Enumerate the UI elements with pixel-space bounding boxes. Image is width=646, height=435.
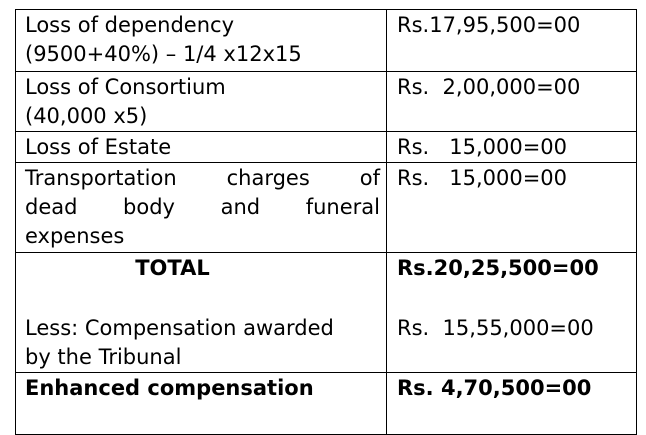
item-label-cell [16, 163, 387, 253]
label-word: charges [226, 166, 310, 190]
item-label-line [25, 193, 380, 222]
less-label: by the Tribunal [25, 345, 182, 369]
table-row-total [16, 253, 637, 373]
amount-value: Rs. 15,000=00 [397, 135, 568, 159]
compensation-table [15, 9, 637, 435]
amount-cell [387, 10, 637, 72]
item-label: Loss of Estate [25, 135, 172, 159]
item-label: Loss of Consortium [25, 75, 226, 99]
item-label-line: expenses [25, 224, 125, 248]
item-label-cell [16, 72, 387, 132]
item-label: (40,000 x5) [25, 104, 148, 128]
table-row [16, 10, 637, 72]
item-label: (9500+40%) – 1/4 x12x15 [25, 42, 302, 66]
less-amount: Rs. 15,55,000=00 [397, 316, 594, 340]
enhanced-label: Enhanced compensation [25, 376, 314, 400]
item-label-cell [16, 10, 387, 72]
total-amount-cell [387, 253, 637, 373]
enhanced-label-cell [16, 373, 387, 435]
amount-value: Rs. 15,000=00 [397, 166, 568, 190]
total-label: TOTAL [135, 256, 210, 280]
item-label: Loss of dependency [25, 13, 234, 37]
table-row [16, 132, 637, 163]
enhanced-amount-cell [387, 373, 637, 435]
total-label-cell [16, 253, 387, 373]
item-label-cell [16, 132, 387, 163]
enhanced-amount: Rs. 4,70,500=00 [397, 376, 592, 400]
spacer [25, 283, 380, 314]
less-label: Less: Compensation awarded [25, 316, 334, 340]
spacer [397, 283, 630, 314]
label-word: Transportation [25, 166, 177, 190]
amount-value: Rs. 2,00,000=00 [397, 75, 581, 99]
label-word: dead [25, 195, 78, 219]
table-row-enhanced [16, 373, 637, 435]
label-word: of [359, 166, 380, 190]
label-word: and [220, 195, 261, 219]
label-word: body [123, 195, 175, 219]
amount-cell [387, 163, 637, 253]
item-label-line [25, 164, 380, 193]
table-row [16, 163, 637, 253]
amount-cell [387, 72, 637, 132]
label-word: funeral [305, 195, 380, 219]
table-row [16, 72, 637, 132]
amount-value: Rs.17,95,500=00 [397, 13, 581, 37]
total-amount: Rs.20,25,500=00 [397, 256, 599, 280]
amount-cell [387, 132, 637, 163]
